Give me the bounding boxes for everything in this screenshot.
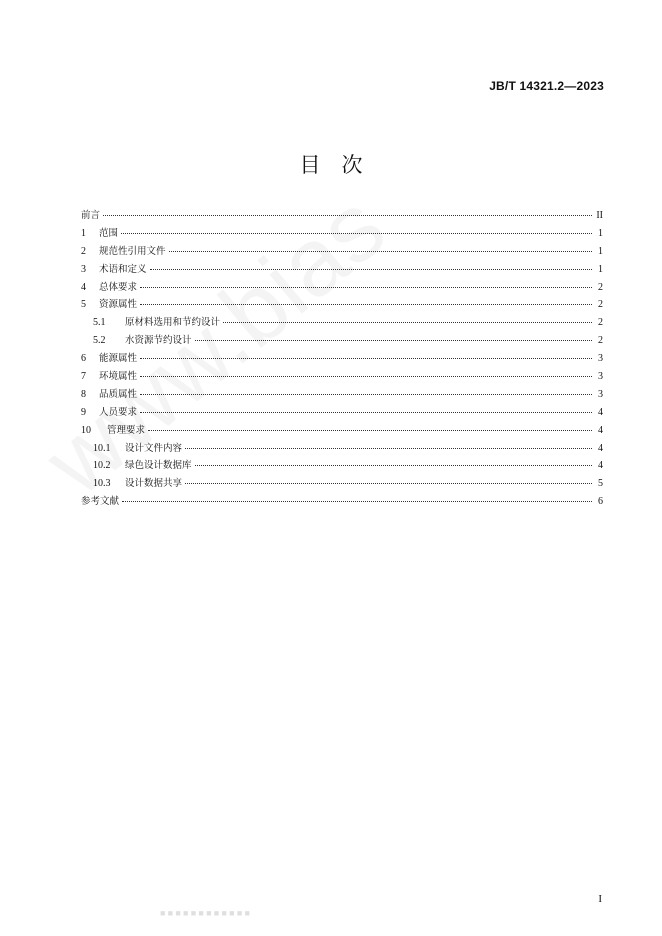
toc-entry-page: 4 xyxy=(598,406,603,418)
toc-entry-number: 1 xyxy=(81,227,86,239)
toc-entry-page: 4 xyxy=(598,442,603,454)
toc-entry-label: 绿色设计数据库 xyxy=(125,460,192,472)
toc-entry-page: 2 xyxy=(598,299,603,311)
toc-entry-page: 6 xyxy=(598,496,603,508)
toc-entry-label: 参考文献 xyxy=(81,496,120,508)
footer-stamp: ■ ■ ■ ■ ■ ■ ■ ■ ■ ■ ■ ■ xyxy=(160,908,250,918)
toc-entry-page: 4 xyxy=(598,460,603,472)
toc-entry-page: II xyxy=(596,210,603,221)
toc-entry-page: 2 xyxy=(598,281,603,293)
toc-entry-page: 4 xyxy=(598,424,603,436)
toc-entry-page: 3 xyxy=(598,353,603,365)
toc-leader-dots xyxy=(185,448,592,449)
toc-entry-number: 2 xyxy=(81,245,86,257)
toc-entry-label: 管理要求 xyxy=(107,424,146,436)
toc-entry-label: 总体要求 xyxy=(99,281,138,293)
toc-entry-page: 1 xyxy=(598,263,603,275)
toc-entry-page: 2 xyxy=(598,317,603,329)
toc-entry-number: 10 xyxy=(81,424,91,436)
toc-entry-label: 原材料选用和节约设计 xyxy=(125,317,221,329)
toc-entry-number: 8 xyxy=(81,388,86,400)
toc-entry-label: 术语和定义 xyxy=(99,263,147,275)
toc-entry-label: 品质属性 xyxy=(99,388,138,400)
toc-entry-page: 3 xyxy=(598,388,603,400)
toc-leader-dots xyxy=(195,465,592,466)
toc-entry-label: 环境属性 xyxy=(99,371,138,383)
toc-entry-number: 4 xyxy=(81,281,86,293)
toc-entry-number: 10.3 xyxy=(93,478,111,490)
toc-entry-label: 水资源节约设计 xyxy=(125,335,192,347)
toc-entry-page: 1 xyxy=(598,245,603,257)
toc-entry-number: 5.2 xyxy=(93,335,106,347)
toc-leader-dots xyxy=(148,430,592,431)
standard-code: JB/T 14321.2—2023 xyxy=(489,79,604,93)
toc-subentry[interactable] xyxy=(81,475,603,493)
toc-entry-label: 设计数据共享 xyxy=(125,478,183,490)
toc-entry-label: 范围 xyxy=(99,227,119,239)
toc-entry-number: 3 xyxy=(81,263,86,275)
toc-entry[interactable] xyxy=(81,493,603,511)
toc-entry-page: 1 xyxy=(598,227,603,239)
toc-entry-page: 5 xyxy=(598,478,603,490)
toc-leader-dots xyxy=(185,483,592,484)
toc-entry-label: 能源属性 xyxy=(99,353,138,365)
toc-title-text: 目 次 xyxy=(299,153,363,177)
toc-entry-page: 2 xyxy=(598,335,603,347)
page-number: I xyxy=(598,893,602,905)
toc-entry-page: 3 xyxy=(598,371,603,383)
toc-entry-label: 资源属性 xyxy=(99,299,138,311)
toc-entry-number: 7 xyxy=(81,371,86,383)
toc-entry-number: 6 xyxy=(81,353,86,365)
toc-entry-number: 9 xyxy=(81,406,86,418)
toc-entry-number: 5 xyxy=(81,299,86,311)
toc-entry-label: 人员要求 xyxy=(99,406,138,418)
toc-entry-label: 前言 xyxy=(81,210,101,221)
toc-leader-dots xyxy=(122,501,592,502)
toc-entry-label: 设计文件内容 xyxy=(125,442,183,454)
toc-entry-label: 规范性引用文件 xyxy=(99,245,166,257)
toc-entry-number: 10.2 xyxy=(93,460,111,472)
toc-entry-number: 5.1 xyxy=(93,317,106,329)
toc-entry-number: 10.1 xyxy=(93,442,111,454)
